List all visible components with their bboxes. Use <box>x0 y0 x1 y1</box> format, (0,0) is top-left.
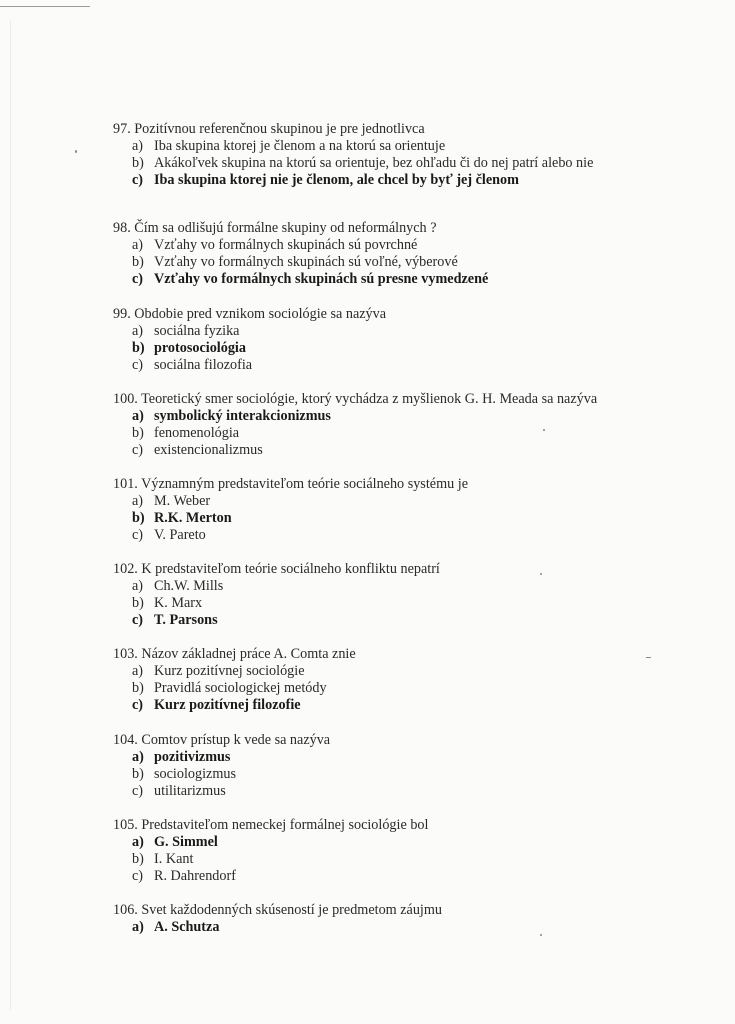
question-stem: 99. Obdobie pred vznikom sociológie sa nazýva <box>113 306 387 322</box>
scan-speck <box>540 573 542 575</box>
answer-option-correct: c) Kurz pozitívnej filozofie <box>132 697 301 713</box>
scan-edge-shadow <box>10 20 11 1010</box>
answer-option: b) Pravidlá sociologickej metódy <box>132 680 327 696</box>
question-99 <box>113 306 386 374</box>
question-102 <box>113 561 440 629</box>
question-100 <box>113 391 597 459</box>
question-103 <box>113 646 356 714</box>
answer-option-correct: a) pozitivizmus <box>132 749 231 765</box>
question-stem: 103. Názov základnej práce A. Comta znie <box>113 646 356 662</box>
answer-option-correct: b) protosociológia <box>132 340 246 356</box>
question-104 <box>113 732 330 800</box>
answer-option: b) K. Marx <box>132 595 203 611</box>
answer-option: b) sociologizmus <box>132 766 236 782</box>
question-stem: 106. Svet každodenných skúseností je predmetom záujmu <box>113 902 443 918</box>
question-stem: 101. Významným predstaviteľom teórie sociálneho systému je <box>113 476 468 492</box>
question-101 <box>113 476 468 544</box>
answer-option: c) V. Pareto <box>132 527 206 543</box>
answer-option: a) Vzťahy vo formálnych skupinách sú povrchné <box>132 237 418 253</box>
answer-option: c) existencionalizmus <box>132 442 263 458</box>
answer-option: c) utilitarizmus <box>132 783 226 799</box>
answer-option: a) sociálna fyzika <box>132 323 240 339</box>
answer-option: a) Iba skupina ktorej je členom a na ktorú sa orientuje <box>132 138 446 154</box>
question-stem: 100. Teoretický smer sociológie, ktorý vychádza z myšlienok G. H. Meada sa nazýva <box>113 391 598 407</box>
answer-option: b) fenomenológia <box>132 425 240 441</box>
scan-speck <box>646 657 651 658</box>
answer-option-correct: a) symbolický interakcionizmus <box>132 408 331 424</box>
question-stem: 105. Predstaviteľom nemeckej formálnej sociológie bol <box>113 817 429 833</box>
answer-option: a) Kurz pozitívnej sociológie <box>132 663 305 679</box>
question-stem: 102. K predstaviteľom teórie sociálneho konfliktu nepatrí <box>113 561 440 577</box>
question-97 <box>113 121 593 189</box>
question-106 <box>113 902 442 936</box>
answer-option-correct: b) R.K. Merton <box>132 510 232 526</box>
answer-option-correct: c) Iba skupina ktorej nie je členom, ale chcel by byť jej členom <box>132 172 519 188</box>
answer-option: b) I. Kant <box>132 851 194 867</box>
answer-option: c) sociálna filozofia <box>132 357 253 373</box>
scan-speck <box>540 934 542 936</box>
scan-artifact-line <box>0 6 90 7</box>
answer-option-correct: a) G. Simmel <box>132 834 218 850</box>
answer-option-correct: c) T. Parsons <box>132 612 218 628</box>
question-stem: 104. Comtov prístup k vede sa nazýva <box>113 732 331 748</box>
answer-option-correct: a) A. Schutza <box>132 919 220 935</box>
question-98 <box>113 220 488 288</box>
answer-option-correct: c) Vzťahy vo formálnych skupinách sú presne vymedzené <box>132 271 489 287</box>
answer-option: c) R. Dahrendorf <box>132 868 236 884</box>
answer-option: a) Ch.W. Mills <box>132 578 224 594</box>
answer-option: a) M. Weber <box>132 493 211 509</box>
question-stem: 98. Čím sa odlišujú formálne skupiny od neformálnych ? <box>113 220 437 236</box>
answer-option: b) Akákoľvek skupina na ktorú sa orientuje, bez ohľadu či do nej patrí alebo nie <box>132 155 594 171</box>
scan-speck <box>75 150 77 153</box>
answer-option: b) Vzťahy vo formálnych skupinách sú voľné, výberové <box>132 254 458 270</box>
question-stem: 97. Pozitívnou referenčnou skupinou je pre jednotlivca <box>113 121 425 137</box>
question-105 <box>113 817 428 885</box>
